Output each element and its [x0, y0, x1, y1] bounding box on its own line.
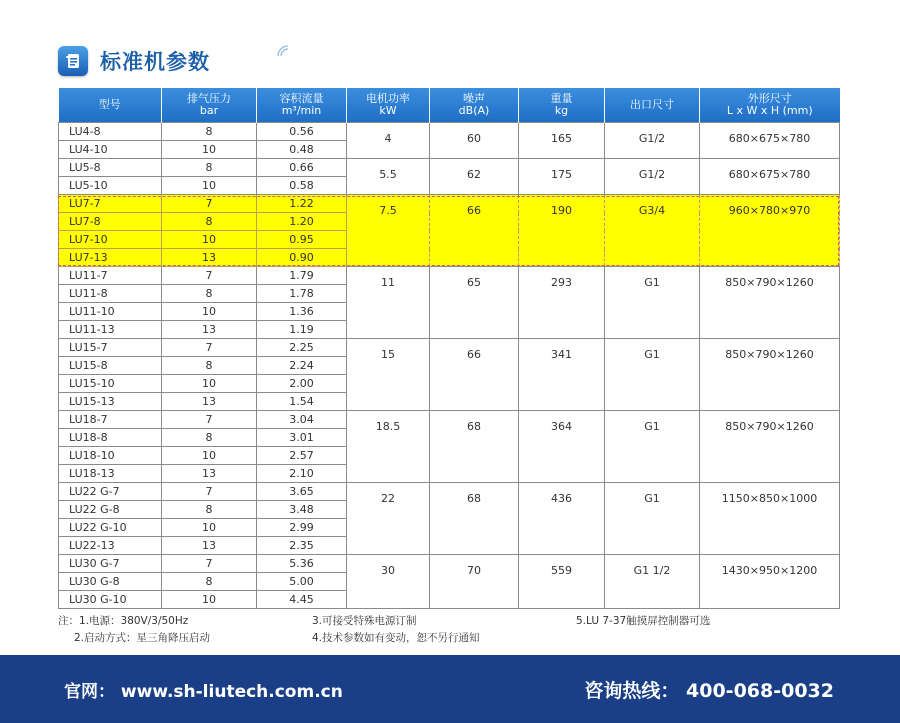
- column-header-unit: bar: [199, 104, 219, 117]
- pressure-cell: 7: [162, 555, 257, 573]
- column-header-label: 型号: [98, 98, 121, 111]
- pressure-cell: 8: [162, 429, 257, 447]
- column-header: [605, 88, 700, 123]
- model-cell: LU15-13: [59, 393, 162, 411]
- flow-cell: 0.48: [257, 141, 347, 159]
- page-title: 标准机参数: [100, 50, 210, 74]
- table-row: [59, 159, 840, 177]
- pressure-cell: 10: [162, 177, 257, 195]
- noise-cell: 68: [430, 411, 519, 483]
- model-cell: LU11-7: [59, 267, 162, 285]
- model-cell: LU30 G-8: [59, 573, 162, 591]
- model-cell: LU18-7: [59, 411, 162, 429]
- column-header-label: 容积流量: [279, 92, 324, 105]
- flow-cell: 5.36: [257, 555, 347, 573]
- outlet-cell: G1/2: [605, 123, 700, 159]
- model-cell: LU7-8: [59, 213, 162, 231]
- table-row: [59, 267, 840, 285]
- power-cell: 5.5: [347, 159, 430, 195]
- weight-cell: 559: [519, 555, 605, 609]
- model-cell: LU11-10: [59, 303, 162, 321]
- flow-cell: 1.78: [257, 285, 347, 303]
- pressure-cell: 10: [162, 141, 257, 159]
- power-cell: 22: [347, 483, 430, 555]
- weight-cell: 293: [519, 267, 605, 339]
- pressure-cell: 8: [162, 501, 257, 519]
- note-2: 2.启动方式：星三角降压启动: [74, 632, 211, 644]
- flow-cell: 2.57: [257, 447, 347, 465]
- column-header: [347, 88, 430, 123]
- section-header: [58, 44, 210, 78]
- notes-column-3: [576, 613, 710, 630]
- noise-cell: 62: [430, 159, 519, 195]
- model-cell: LU4-10: [59, 141, 162, 159]
- model-cell: LU15-8: [59, 357, 162, 375]
- model-cell: LU4-8: [59, 123, 162, 141]
- weight-cell: 341: [519, 339, 605, 411]
- flow-cell: 1.36: [257, 303, 347, 321]
- model-cell: LU15-10: [59, 375, 162, 393]
- weight-cell: 436: [519, 483, 605, 555]
- weight-cell: 190: [519, 195, 605, 267]
- outlet-cell: G1: [605, 339, 700, 411]
- footer-banner: [0, 655, 900, 723]
- model-cell: LU30 G-10: [59, 591, 162, 609]
- power-cell: 18.5: [347, 411, 430, 483]
- spec-table: [58, 88, 840, 609]
- flow-cell: 4.45: [257, 591, 347, 609]
- dims-cell: 1430×950×1200: [700, 555, 840, 609]
- model-cell: LU22 G-7: [59, 483, 162, 501]
- column-header-unit: L x W x H (mm): [726, 104, 813, 117]
- pressure-cell: 13: [162, 537, 257, 555]
- flow-cell: 3.65: [257, 483, 347, 501]
- pressure-cell: 13: [162, 249, 257, 267]
- dims-cell: 850×790×1260: [700, 267, 840, 339]
- model-cell: LU18-10: [59, 447, 162, 465]
- power-cell: 4: [347, 123, 430, 159]
- outlet-cell: G3/4: [605, 195, 700, 267]
- outlet-cell: G1: [605, 483, 700, 555]
- model-cell: LU18-8: [59, 429, 162, 447]
- pressure-cell: 8: [162, 285, 257, 303]
- pressure-cell: 10: [162, 591, 257, 609]
- flow-cell: 1.54: [257, 393, 347, 411]
- hotline-text: 咨询热线： 400-068-0032: [584, 679, 834, 702]
- pressure-cell: 8: [162, 213, 257, 231]
- dims-cell: 680×675×780: [700, 159, 840, 195]
- power-cell: 15: [347, 339, 430, 411]
- outlet-cell: G1: [605, 411, 700, 483]
- table-row: [59, 339, 840, 357]
- note-1: 注：1.电源：380V/3/50Hz: [58, 615, 189, 627]
- flow-cell: 5.00: [257, 573, 347, 591]
- weight-cell: 175: [519, 159, 605, 195]
- flow-cell: 3.01: [257, 429, 347, 447]
- outlet-cell: G1: [605, 267, 700, 339]
- flow-cell: 3.48: [257, 501, 347, 519]
- noise-cell: 68: [430, 483, 519, 555]
- column-header-unit: dB(A): [458, 104, 490, 117]
- flow-cell: 0.58: [257, 177, 347, 195]
- column-header-label: 出口尺寸: [630, 98, 674, 111]
- list-document-icon: [58, 46, 88, 76]
- column-header-label: 噪声: [463, 92, 485, 105]
- noise-cell: 60: [430, 123, 519, 159]
- table-row: [59, 411, 840, 429]
- website-text: 官网： www.sh-liutech.com.cn: [64, 681, 343, 702]
- model-cell: LU11-8: [59, 285, 162, 303]
- column-header-label: 排气压力: [187, 92, 231, 105]
- model-cell: LU30 G-7: [59, 555, 162, 573]
- model-cell: LU7-13: [59, 249, 162, 267]
- noise-cell: 66: [430, 195, 519, 267]
- pressure-cell: 8: [162, 123, 257, 141]
- column-header: [59, 88, 162, 123]
- column-header-unit: m³/min: [281, 104, 322, 117]
- pressure-cell: 10: [162, 303, 257, 321]
- dims-cell: 1150×850×1000: [700, 483, 840, 555]
- pressure-cell: 7: [162, 267, 257, 285]
- flow-cell: 3.04: [257, 411, 347, 429]
- model-cell: LU22 G-8: [59, 501, 162, 519]
- table-row: [59, 555, 840, 573]
- pressure-cell: 8: [162, 357, 257, 375]
- pressure-cell: 7: [162, 411, 257, 429]
- column-header: [519, 88, 605, 123]
- pressure-cell: 10: [162, 231, 257, 249]
- pressure-cell: 13: [162, 393, 257, 411]
- pressure-cell: 10: [162, 447, 257, 465]
- power-cell: 30: [347, 555, 430, 609]
- dims-cell: 850×790×1260: [700, 411, 840, 483]
- note-3: 3.可接受特殊电源订制: [312, 615, 417, 627]
- model-cell: LU5-10: [59, 177, 162, 195]
- column-header: [257, 88, 347, 123]
- flow-cell: 2.25: [257, 339, 347, 357]
- power-cell: 11: [347, 267, 430, 339]
- noise-cell: 65: [430, 267, 519, 339]
- column-header-label: 电机功率: [366, 92, 410, 105]
- outlet-cell: G1/2: [605, 159, 700, 195]
- dims-cell: 960×780×970: [700, 195, 840, 267]
- pressure-cell: 7: [162, 483, 257, 501]
- column-header-label: 重量: [550, 92, 573, 105]
- pressure-cell: 7: [162, 339, 257, 357]
- pressure-cell: 13: [162, 465, 257, 483]
- column-header-label: 外形尺寸: [747, 92, 792, 105]
- model-cell: LU7-10: [59, 231, 162, 249]
- noise-cell: 70: [430, 555, 519, 609]
- column-header-unit: kW: [379, 104, 397, 117]
- flow-cell: 0.56: [257, 123, 347, 141]
- column-header: [700, 88, 840, 123]
- flow-cell: 0.66: [257, 159, 347, 177]
- flow-cell: 1.22: [257, 195, 347, 213]
- flow-cell: 0.90: [257, 249, 347, 267]
- pressure-cell: 7: [162, 195, 257, 213]
- weight-cell: 364: [519, 411, 605, 483]
- model-cell: LU11-13: [59, 321, 162, 339]
- column-header: [162, 88, 257, 123]
- flow-cell: 2.24: [257, 357, 347, 375]
- notes-column-2: [312, 613, 480, 647]
- pressure-cell: 8: [162, 159, 257, 177]
- power-cell: 7.5: [347, 195, 430, 267]
- model-cell: LU5-8: [59, 159, 162, 177]
- flow-cell: 2.99: [257, 519, 347, 537]
- note-5: 5.LU 7-37触摸屏控制器可选: [576, 615, 711, 627]
- pressure-cell: 10: [162, 375, 257, 393]
- model-cell: LU18-13: [59, 465, 162, 483]
- weight-cell: 165: [519, 123, 605, 159]
- table-row: [59, 195, 840, 213]
- column-header: [430, 88, 519, 123]
- flow-cell: 1.79: [257, 267, 347, 285]
- table-row: [59, 123, 840, 141]
- table-row: [59, 483, 840, 501]
- table-header-row: [59, 88, 840, 123]
- flow-cell: 1.19: [257, 321, 347, 339]
- flow-cell: 1.20: [257, 213, 347, 231]
- flow-cell: 2.35: [257, 537, 347, 555]
- model-cell: LU22-13: [59, 537, 162, 555]
- pressure-cell: 10: [162, 519, 257, 537]
- model-cell: LU22 G-10: [59, 519, 162, 537]
- pressure-cell: 13: [162, 321, 257, 339]
- flow-cell: 2.10: [257, 465, 347, 483]
- column-header-unit: kg: [554, 104, 569, 117]
- signal-wave-icon: [276, 44, 290, 58]
- notes-column-1: [58, 613, 210, 647]
- pressure-cell: 8: [162, 573, 257, 591]
- dims-cell: 850×790×1260: [700, 339, 840, 411]
- model-cell: LU7-7: [59, 195, 162, 213]
- flow-cell: 2.00: [257, 375, 347, 393]
- flow-cell: 0.95: [257, 231, 347, 249]
- dims-cell: 680×675×780: [700, 123, 840, 159]
- outlet-cell: G1 1/2: [605, 555, 700, 609]
- model-cell: LU15-7: [59, 339, 162, 357]
- note-4: 4.技术参数如有变动，恕不另行通知: [312, 632, 480, 644]
- noise-cell: 66: [430, 339, 519, 411]
